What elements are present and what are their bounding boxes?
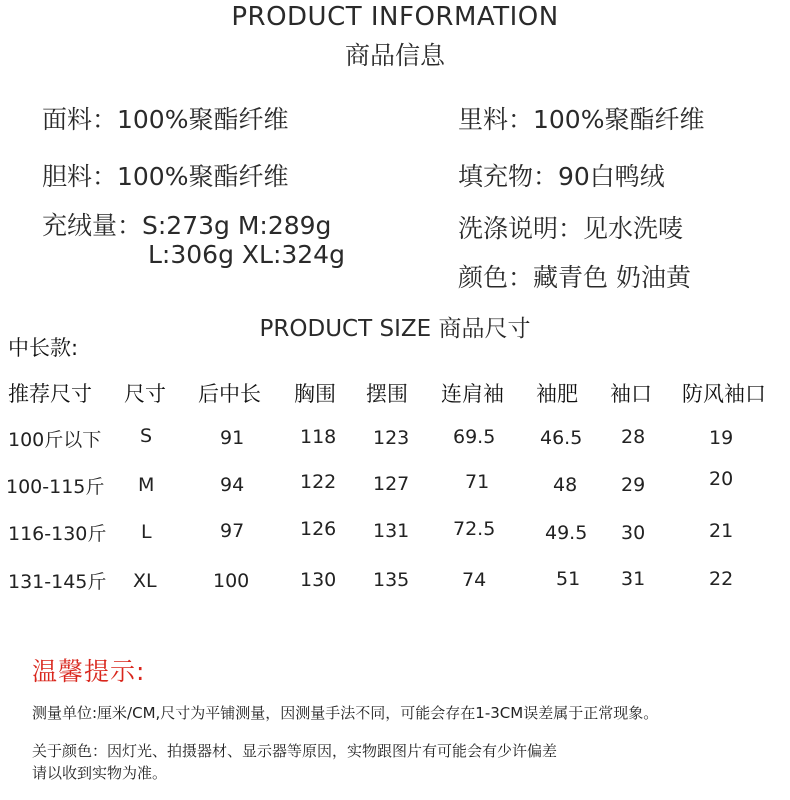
table-cell: 100 xyxy=(213,570,250,592)
table-cell: 122 xyxy=(300,471,337,493)
table-cell: 48 xyxy=(553,474,578,496)
notice-title: 温馨提示: xyxy=(32,657,146,686)
table-cell: L xyxy=(141,521,152,543)
info-lining: 里料：100%聚酯纤维 xyxy=(458,105,705,134)
info-inner: 胆料：100%聚酯纤维 xyxy=(42,162,289,191)
header-cuff: 袖口 xyxy=(610,382,652,406)
table-cell: 100斤以下 xyxy=(8,429,102,451)
table-cell: 91 xyxy=(220,427,245,449)
header-back-length: 后中长 xyxy=(198,382,261,406)
notice-color-line1: 关于颜色：因灯光、拍摄器材、显示器等原因，实物跟图片有可能会有少许偏差 xyxy=(32,742,558,760)
table-cell: 131-145斤 xyxy=(8,571,107,593)
header-windproof-cuff: 防风袖口 xyxy=(682,382,766,406)
title-english: PRODUCT INFORMATION xyxy=(231,2,559,32)
table-cell: 46.5 xyxy=(540,427,583,449)
info-fill-weight-line2: L:306g XL:324g xyxy=(148,240,345,269)
table-cell: 123 xyxy=(373,427,410,449)
table-cell: 22 xyxy=(709,568,734,590)
table-cell: 31 xyxy=(621,568,646,590)
table-cell: 74 xyxy=(462,569,487,591)
table-cell: 118 xyxy=(300,426,337,448)
table-cell: 19 xyxy=(709,427,734,449)
table-cell: 100-115斤 xyxy=(6,476,105,498)
header-hem: 摆围 xyxy=(366,382,408,406)
table-cell: 49.5 xyxy=(545,522,588,544)
table-cell: 28 xyxy=(621,426,646,448)
info-filling: 填充物：90白鸭绒 xyxy=(458,162,665,191)
table-cell: 71 xyxy=(465,471,490,493)
table-cell: S xyxy=(140,425,153,447)
table-cell: 94 xyxy=(220,474,245,496)
header-sleeve-length: 连肩袖 xyxy=(441,382,504,406)
table-cell: 72.5 xyxy=(453,518,496,540)
table-cell: 97 xyxy=(220,520,245,542)
table-cell: XL xyxy=(133,570,157,592)
header-size: 尺寸 xyxy=(124,382,166,406)
table-cell: 30 xyxy=(621,522,646,544)
table-cell: 127 xyxy=(373,473,410,495)
table-cell: 116-130斤 xyxy=(8,523,107,545)
info-wash: 洗涤说明：见水洗唛 xyxy=(458,214,684,243)
header-chest: 胸围 xyxy=(294,382,336,406)
table-cell: 131 xyxy=(373,520,410,542)
table-cell: 51 xyxy=(556,568,581,590)
table-cell: 21 xyxy=(709,520,734,542)
style-subhead: 中长款: xyxy=(8,336,79,360)
size-section-title: PRODUCT SIZE 商品尺寸 xyxy=(259,316,531,342)
table-cell: 20 xyxy=(709,468,734,490)
notice-measurement: 测量单位:厘米/CM,尺寸为平铺测量，因测量手法不同，可能会存在1-3CM误差属于正常现象。 xyxy=(32,704,659,722)
info-color: 颜色：藏青色 奶油黄 xyxy=(458,263,691,292)
table-cell: 69.5 xyxy=(453,426,496,448)
notice-color-line2: 请以收到实物为准。 xyxy=(32,764,168,782)
table-cell: 135 xyxy=(373,569,410,591)
table-cell: 126 xyxy=(300,518,337,540)
table-cell: 29 xyxy=(621,474,646,496)
table-cell: 130 xyxy=(300,569,337,591)
header-recommended-size: 推荐尺寸 xyxy=(8,382,92,406)
info-fill-weight-line1: 充绒量：S:273g M:289g xyxy=(42,211,332,240)
table-cell: M xyxy=(138,474,155,496)
title-chinese: 商品信息 xyxy=(344,41,445,70)
header-sleeve-width: 袖肥 xyxy=(536,382,578,406)
info-fabric: 面料：100%聚酯纤维 xyxy=(42,105,289,134)
